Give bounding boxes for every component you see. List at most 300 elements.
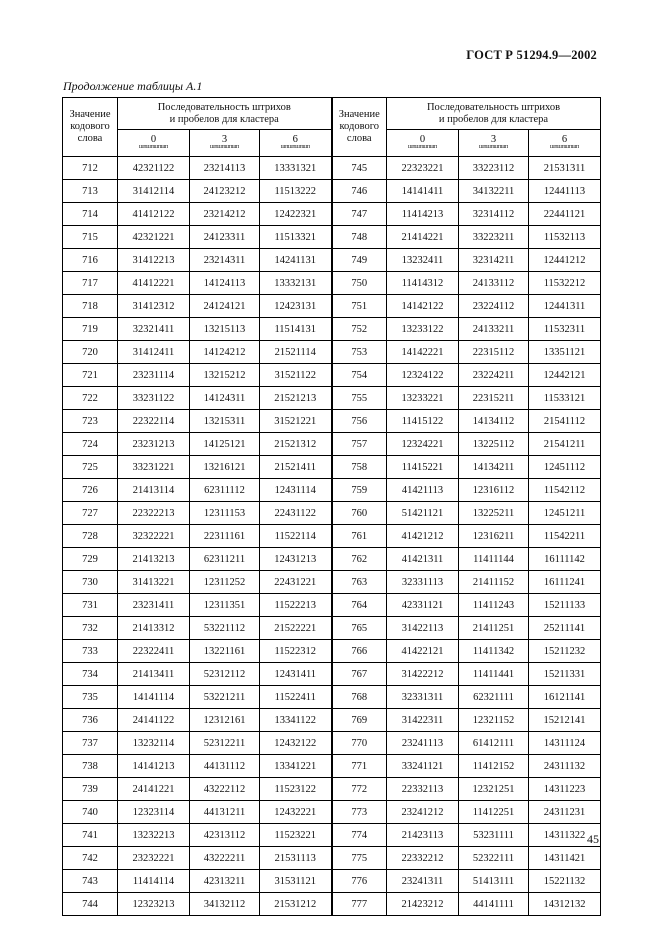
pattern-cell: 22441121	[529, 203, 601, 226]
pattern-cell: 41421212	[387, 525, 459, 548]
codeword-cell: 748	[332, 226, 387, 249]
codeword-cell: 769	[332, 709, 387, 732]
table-row	[63, 617, 601, 640]
codeword-cell: 759	[332, 479, 387, 502]
pattern-cell: 12323114	[118, 801, 190, 824]
pattern-cell: 21413114	[118, 479, 190, 502]
pattern-cell: 42313211	[190, 870, 260, 893]
pattern-cell: 61412111	[459, 732, 529, 755]
codeword-cell: 731	[63, 594, 118, 617]
table-row	[63, 847, 601, 870]
codeword-cell: 734	[63, 663, 118, 686]
pattern-cell: 11522411	[260, 686, 332, 709]
pattern-cell: 14124311	[190, 387, 260, 410]
pattern-cell: 12441311	[529, 295, 601, 318]
pattern-cell: 23241212	[387, 801, 459, 824]
codeword-cell: 762	[332, 548, 387, 571]
pattern-cell: 11532212	[529, 272, 601, 295]
pattern-cell: 14141213	[118, 755, 190, 778]
cluster-header: 3 шпшпшпшп	[190, 130, 260, 157]
codeword-cell: 726	[63, 479, 118, 502]
pattern-cell: 14125121	[190, 433, 260, 456]
pattern-cell: 11412152	[459, 755, 529, 778]
codeword-cell: 739	[63, 778, 118, 801]
pattern-cell: 33231221	[118, 456, 190, 479]
table-row	[63, 157, 601, 180]
pattern-cell: 11514131	[260, 318, 332, 341]
pattern-cell: 11411342	[459, 640, 529, 663]
pattern-cell: 16121141	[529, 686, 601, 709]
pattern-cell: 21521213	[260, 387, 332, 410]
codeword-cell: 751	[332, 295, 387, 318]
codeword-cell: 724	[63, 433, 118, 456]
table-row	[63, 180, 601, 203]
codeword-cell: 772	[332, 778, 387, 801]
pattern-cell: 41421311	[387, 548, 459, 571]
pattern-cell: 11542112	[529, 479, 601, 502]
table-row	[63, 732, 601, 755]
codeword-cell: 712	[63, 157, 118, 180]
pattern-cell: 13232411	[387, 249, 459, 272]
codeword-cell: 725	[63, 456, 118, 479]
pattern-cell: 12312161	[190, 709, 260, 732]
table-caption: Продолжение таблицы А.1	[63, 79, 203, 93]
pattern-cell: 25211141	[529, 617, 601, 640]
codeword-header-left: Значение кодового слова	[63, 98, 118, 157]
table-row	[63, 249, 601, 272]
pattern-cell: 42321221	[118, 226, 190, 249]
pattern-cell: 31413221	[118, 571, 190, 594]
pattern-cell: 13233122	[387, 318, 459, 341]
pattern-cell: 21423212	[387, 893, 459, 916]
barcode-pattern-table	[62, 97, 601, 916]
codeword-cell: 716	[63, 249, 118, 272]
pattern-cell: 23214311	[190, 249, 260, 272]
pattern-cell: 14311223	[529, 778, 601, 801]
pattern-cell: 12321251	[459, 778, 529, 801]
pattern-cell: 13232114	[118, 732, 190, 755]
pattern-cell: 21411251	[459, 617, 529, 640]
table-row	[63, 502, 601, 525]
pattern-cell: 23214113	[190, 157, 260, 180]
codeword-cell: 776	[332, 870, 387, 893]
table-row	[63, 410, 601, 433]
pattern-cell: 32314112	[459, 203, 529, 226]
pattern-cell: 34132211	[459, 180, 529, 203]
pattern-cell: 12311153	[190, 502, 260, 525]
pattern-cell: 33223211	[459, 226, 529, 249]
codeword-cell: 714	[63, 203, 118, 226]
codeword-cell: 768	[332, 686, 387, 709]
pattern-cell: 31521221	[260, 410, 332, 433]
table-row	[63, 295, 601, 318]
table-row	[63, 548, 601, 571]
codeword-cell: 754	[332, 364, 387, 387]
pattern-cell: 11532113	[529, 226, 601, 249]
pattern-cell: 13225112	[459, 433, 529, 456]
pattern-cell: 41412221	[118, 272, 190, 295]
table-row	[63, 755, 601, 778]
pattern-cell: 12442121	[529, 364, 601, 387]
pattern-cell: 52312211	[190, 732, 260, 755]
pattern-cell: 13215311	[190, 410, 260, 433]
codeword-cell: 733	[63, 640, 118, 663]
pattern-cell: 12431411	[260, 663, 332, 686]
pattern-cell: 12323213	[118, 893, 190, 916]
pattern-cell: 16111241	[529, 571, 601, 594]
pattern-cell: 23232221	[118, 847, 190, 870]
codeword-cell: 728	[63, 525, 118, 548]
table-row	[63, 479, 601, 502]
pattern-cell: 42331121	[387, 594, 459, 617]
pattern-cell: 31412312	[118, 295, 190, 318]
pattern-cell: 21521411	[260, 456, 332, 479]
pattern-cell: 24141221	[118, 778, 190, 801]
codeword-cell: 717	[63, 272, 118, 295]
codeword-cell: 722	[63, 387, 118, 410]
pattern-cell: 12451211	[529, 502, 601, 525]
cluster-header: 0 шпшпшпшп	[118, 130, 190, 157]
pattern-cell: 11414213	[387, 203, 459, 226]
codeword-cell: 747	[332, 203, 387, 226]
codeword-cell: 732	[63, 617, 118, 640]
codeword-cell: 719	[63, 318, 118, 341]
pattern-cell: 13216121	[190, 456, 260, 479]
pattern-cell: 31412114	[118, 180, 190, 203]
codeword-cell: 755	[332, 387, 387, 410]
pattern-cell: 21521114	[260, 341, 332, 364]
pattern-cell: 12431213	[260, 548, 332, 571]
pattern-cell: 53221112	[190, 617, 260, 640]
pattern-cell: 15211331	[529, 663, 601, 686]
pattern-cell: 13215212	[190, 364, 260, 387]
pattern-cell: 21411152	[459, 571, 529, 594]
cluster-header: 0 шпшпшпшп	[387, 130, 459, 157]
pattern-cell: 11414312	[387, 272, 459, 295]
pattern-cell: 11513321	[260, 226, 332, 249]
codeword-cell: 753	[332, 341, 387, 364]
pattern-cell: 22322213	[118, 502, 190, 525]
codeword-cell: 771	[332, 755, 387, 778]
pattern-cell: 11522213	[260, 594, 332, 617]
pattern-cell: 11415221	[387, 456, 459, 479]
pattern-cell: 13341221	[260, 755, 332, 778]
table-row	[63, 525, 601, 548]
pattern-cell: 14312132	[529, 893, 601, 916]
pattern-cell: 21531311	[529, 157, 601, 180]
pattern-cell: 24311231	[529, 801, 601, 824]
codeword-cell: 774	[332, 824, 387, 847]
pattern-cell: 32331311	[387, 686, 459, 709]
pattern-cell: 15211232	[529, 640, 601, 663]
codeword-cell: 775	[332, 847, 387, 870]
pattern-cell: 21541112	[529, 410, 601, 433]
pattern-cell: 11415122	[387, 410, 459, 433]
pattern-cell: 13233221	[387, 387, 459, 410]
pattern-cell: 21531212	[260, 893, 332, 916]
pattern-cell: 13332131	[260, 272, 332, 295]
table-row	[63, 594, 601, 617]
pattern-cell: 53231111	[459, 824, 529, 847]
pattern-cell: 52312112	[190, 663, 260, 686]
pattern-cell: 31412411	[118, 341, 190, 364]
codeword-cell: 742	[63, 847, 118, 870]
pattern-cell: 13215113	[190, 318, 260, 341]
pattern-cell: 11414114	[118, 870, 190, 893]
pattern-cell: 11522114	[260, 525, 332, 548]
pattern-cell: 14141411	[387, 180, 459, 203]
pattern-cell: 14134211	[459, 456, 529, 479]
pattern-cell: 12441212	[529, 249, 601, 272]
pattern-cell: 22332113	[387, 778, 459, 801]
pattern-cell: 32331113	[387, 571, 459, 594]
codeword-cell: 713	[63, 180, 118, 203]
codeword-header-right: Значение кодового слова	[332, 98, 387, 157]
codeword-cell: 770	[332, 732, 387, 755]
codeword-cell: 757	[332, 433, 387, 456]
pattern-cell: 21423113	[387, 824, 459, 847]
pattern-cell: 33231122	[118, 387, 190, 410]
pattern-cell: 15212141	[529, 709, 601, 732]
codeword-cell: 737	[63, 732, 118, 755]
pattern-cell: 44131112	[190, 755, 260, 778]
pattern-cell: 32314211	[459, 249, 529, 272]
pattern-cell: 22431122	[260, 502, 332, 525]
table-row	[63, 640, 601, 663]
pattern-cell: 51413111	[459, 870, 529, 893]
pattern-cell: 62311112	[190, 479, 260, 502]
codeword-cell: 767	[332, 663, 387, 686]
pattern-cell: 13221161	[190, 640, 260, 663]
table-row	[63, 778, 601, 801]
table-row	[63, 387, 601, 410]
pattern-cell: 43222112	[190, 778, 260, 801]
pattern-cell: 12422321	[260, 203, 332, 226]
page-number: 45	[587, 832, 599, 846]
pattern-cell: 23241113	[387, 732, 459, 755]
codeword-cell: 752	[332, 318, 387, 341]
codeword-cell: 750	[332, 272, 387, 295]
pattern-cell: 41422121	[387, 640, 459, 663]
table-row	[63, 824, 601, 847]
sequence-header-right: Последовательность штрихов и пробелов для кластера	[387, 98, 601, 130]
codeword-cell: 730	[63, 571, 118, 594]
cluster-header: 3 шпшпшпшп	[459, 130, 529, 157]
pattern-cell: 23224112	[459, 295, 529, 318]
pattern-cell: 11412251	[459, 801, 529, 824]
pattern-cell: 14241131	[260, 249, 332, 272]
table-row	[63, 709, 601, 732]
table-row	[63, 203, 601, 226]
pattern-cell: 11411144	[459, 548, 529, 571]
codeword-cell: 729	[63, 548, 118, 571]
codeword-cell: 736	[63, 709, 118, 732]
pattern-cell: 53221211	[190, 686, 260, 709]
pattern-cell: 21413411	[118, 663, 190, 686]
pattern-cell: 12316112	[459, 479, 529, 502]
pattern-cell: 24141122	[118, 709, 190, 732]
pattern-cell: 22332212	[387, 847, 459, 870]
pattern-cell: 24133112	[459, 272, 529, 295]
pattern-cell: 31531121	[260, 870, 332, 893]
pattern-cell: 21541211	[529, 433, 601, 456]
pattern-cell: 23231411	[118, 594, 190, 617]
pattern-cell: 13351121	[529, 341, 601, 364]
document-code: ГОСТ Р 51294.9—2002	[466, 48, 597, 62]
pattern-cell: 11523122	[260, 778, 332, 801]
table-row	[63, 870, 601, 893]
pattern-cell: 14141114	[118, 686, 190, 709]
pattern-cell: 22322114	[118, 410, 190, 433]
cluster-header: 6 шпшпшпшп	[260, 130, 332, 157]
codeword-cell: 763	[332, 571, 387, 594]
table-row	[63, 686, 601, 709]
pattern-cell: 44131211	[190, 801, 260, 824]
table-row	[63, 433, 601, 456]
codeword-cell: 727	[63, 502, 118, 525]
pattern-cell: 14124212	[190, 341, 260, 364]
pattern-cell: 14142221	[387, 341, 459, 364]
pattern-cell: 11513222	[260, 180, 332, 203]
pattern-cell: 44141111	[459, 893, 529, 916]
pattern-cell: 12324221	[387, 433, 459, 456]
table-row	[63, 226, 601, 249]
pattern-cell: 51421121	[387, 502, 459, 525]
sequence-header-left: Последовательность штрихов и пробелов для кластера	[118, 98, 332, 130]
pattern-cell: 43222211	[190, 847, 260, 870]
codeword-cell: 723	[63, 410, 118, 433]
codeword-cell: 735	[63, 686, 118, 709]
table-row	[63, 893, 601, 916]
pattern-cell: 12432221	[260, 801, 332, 824]
pattern-cell: 24123212	[190, 180, 260, 203]
pattern-cell: 13225211	[459, 502, 529, 525]
pattern-cell: 21522221	[260, 617, 332, 640]
codeword-cell: 756	[332, 410, 387, 433]
pattern-cell: 21521312	[260, 433, 332, 456]
pattern-cell: 23231114	[118, 364, 190, 387]
pattern-cell: 21413312	[118, 617, 190, 640]
codeword-cell: 746	[332, 180, 387, 203]
codeword-cell: 766	[332, 640, 387, 663]
codeword-cell: 758	[332, 456, 387, 479]
codeword-cell: 749	[332, 249, 387, 272]
pattern-cell: 14134112	[459, 410, 529, 433]
pattern-cell: 11411441	[459, 663, 529, 686]
codeword-cell: 743	[63, 870, 118, 893]
pattern-cell: 15221132	[529, 870, 601, 893]
pattern-cell: 41412122	[118, 203, 190, 226]
table-row	[63, 341, 601, 364]
codeword-cell: 745	[332, 157, 387, 180]
codeword-cell: 718	[63, 295, 118, 318]
pattern-cell: 11532311	[529, 318, 601, 341]
pattern-cell: 12324122	[387, 364, 459, 387]
pattern-cell: 11542211	[529, 525, 601, 548]
pattern-cell: 31412213	[118, 249, 190, 272]
codeword-cell: 721	[63, 364, 118, 387]
pattern-cell: 23224211	[459, 364, 529, 387]
table-row	[63, 801, 601, 824]
pattern-cell: 24133211	[459, 318, 529, 341]
pattern-cell: 23231213	[118, 433, 190, 456]
pattern-cell: 12451112	[529, 456, 601, 479]
pattern-cell: 12311351	[190, 594, 260, 617]
table-row	[63, 364, 601, 387]
pattern-cell: 23214212	[190, 203, 260, 226]
codeword-cell: 744	[63, 893, 118, 916]
pattern-cell: 31422212	[387, 663, 459, 686]
pattern-cell: 22431221	[260, 571, 332, 594]
pattern-cell: 21531113	[260, 847, 332, 870]
pattern-cell: 13331321	[260, 157, 332, 180]
pattern-cell: 24123311	[190, 226, 260, 249]
pattern-cell: 33241121	[387, 755, 459, 778]
table-row	[63, 318, 601, 341]
pattern-cell: 14311322	[529, 824, 601, 847]
pattern-cell: 62311211	[190, 548, 260, 571]
cluster-header: 6 шпшпшпшп	[529, 130, 601, 157]
codeword-cell: 760	[332, 502, 387, 525]
pattern-cell: 12316211	[459, 525, 529, 548]
pattern-cell: 12311252	[190, 571, 260, 594]
pattern-cell: 42313112	[190, 824, 260, 847]
pattern-cell: 14311421	[529, 847, 601, 870]
codeword-cell: 761	[332, 525, 387, 548]
pattern-cell: 12432122	[260, 732, 332, 755]
pattern-cell: 15211133	[529, 594, 601, 617]
codeword-cell: 765	[332, 617, 387, 640]
pattern-cell: 22322411	[118, 640, 190, 663]
pattern-cell: 22315112	[459, 341, 529, 364]
pattern-cell: 52322111	[459, 847, 529, 870]
pattern-cell: 11522312	[260, 640, 332, 663]
pattern-cell: 14142122	[387, 295, 459, 318]
pattern-cell: 13341122	[260, 709, 332, 732]
pattern-cell: 11411243	[459, 594, 529, 617]
pattern-cell: 34132112	[190, 893, 260, 916]
pattern-cell: 12423131	[260, 295, 332, 318]
codeword-cell: 715	[63, 226, 118, 249]
pattern-cell: 22311161	[190, 525, 260, 548]
pattern-cell: 12431114	[260, 479, 332, 502]
codeword-cell: 741	[63, 824, 118, 847]
codeword-cell: 773	[332, 801, 387, 824]
pattern-cell: 21414221	[387, 226, 459, 249]
pattern-cell: 31422311	[387, 709, 459, 732]
pattern-cell: 14124113	[190, 272, 260, 295]
pattern-cell: 24311132	[529, 755, 601, 778]
table-row	[63, 663, 601, 686]
pattern-cell: 16111142	[529, 548, 601, 571]
pattern-cell: 21413213	[118, 548, 190, 571]
pattern-cell: 22315211	[459, 387, 529, 410]
pattern-cell: 41421113	[387, 479, 459, 502]
codeword-cell: 777	[332, 893, 387, 916]
pattern-cell: 23241311	[387, 870, 459, 893]
table-row	[63, 272, 601, 295]
codeword-cell: 764	[332, 594, 387, 617]
pattern-cell: 42321122	[118, 157, 190, 180]
pattern-cell: 11523221	[260, 824, 332, 847]
pattern-cell: 24124121	[190, 295, 260, 318]
pattern-cell: 32322221	[118, 525, 190, 548]
pattern-cell: 12321152	[459, 709, 529, 732]
pattern-cell: 31422113	[387, 617, 459, 640]
table-row	[63, 456, 601, 479]
pattern-cell: 11533121	[529, 387, 601, 410]
codeword-cell: 740	[63, 801, 118, 824]
